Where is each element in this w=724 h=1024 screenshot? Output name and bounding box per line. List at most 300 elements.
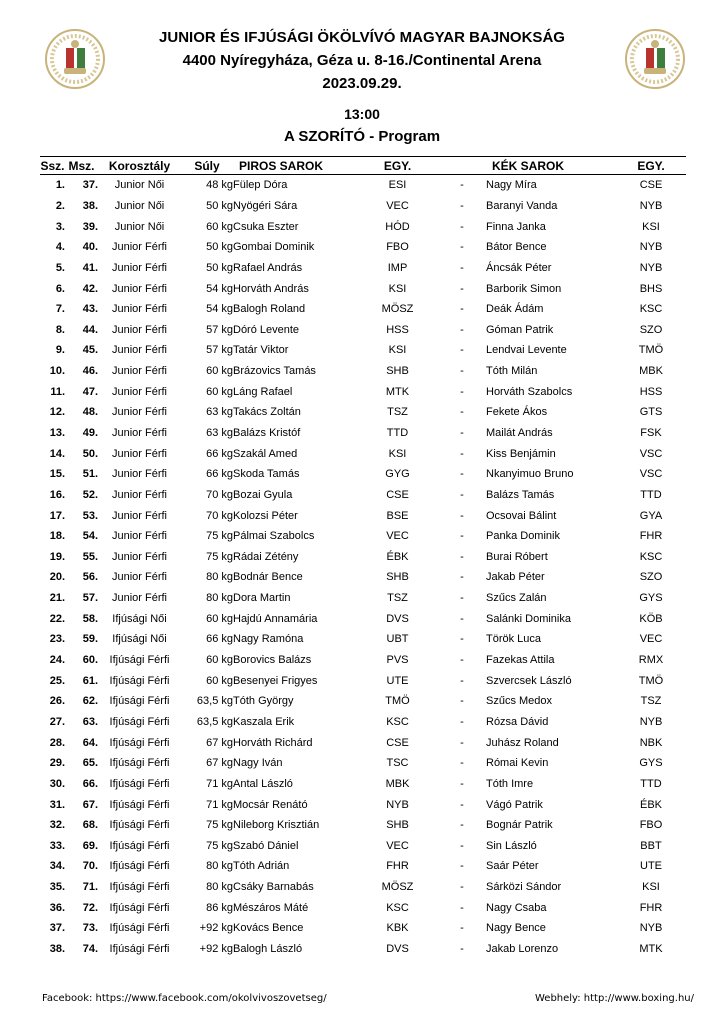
age-group: Junior Férfi [111,241,168,254]
red-corner-name: Nyögéri Sára [233,199,298,212]
blue-corner-club: NYB [639,715,663,728]
document-header [0,26,724,95]
table-row [40,650,686,671]
table-row [40,196,686,217]
row-number: 36. [49,901,65,914]
red-corner-name: Rafael András [233,261,303,274]
weight-class: 63 kg [206,427,233,439]
red-corner-name: Nagy Iván [233,757,283,770]
table-row [40,732,686,753]
bout-number: 57. [82,592,98,605]
table-row [40,464,686,485]
blue-corner-name: Baranyi Vanda [486,199,558,212]
separator: - [460,282,464,295]
row-number: 19. [49,550,65,563]
age-group: Junior Férfi [111,550,168,563]
blue-corner-club: FHR [639,901,663,914]
weight-class: 67 kg [206,736,233,749]
weight-class: 60 kg [206,612,233,625]
red-corner-name: Kaszala Erik [233,715,295,728]
table-row [40,278,686,299]
red-corner-club: DVS [386,612,409,625]
blue-corner-club: GYS [639,592,663,605]
red-corner-club: KSI [388,282,407,295]
separator: - [460,323,464,336]
red-corner-club: KBK [386,922,409,935]
table-row [40,547,686,568]
table-row [40,897,686,918]
separator: - [460,406,464,419]
weight-class: 70 kg [206,488,233,501]
red-corner-club: GYG [385,468,410,481]
separator: - [460,365,464,378]
red-corner-name: Borovics Balázs [233,654,312,667]
row-number: 13. [49,427,65,439]
blue-corner-club: CSE [639,179,663,192]
red-corner-club: SHB [386,365,409,378]
separator: - [460,736,464,749]
red-corner-club: KSC [386,901,409,914]
row-number: 9. [55,344,65,357]
table-row [40,753,686,774]
weight-class: 75 kg [206,819,233,832]
weight-class: 60 kg [206,385,233,398]
col-header-ssz: Ssz. [40,158,65,173]
col-header-red-corner: PIROS SAROK [233,157,357,175]
separator: - [460,530,464,543]
bout-number: 72. [82,901,98,914]
row-number: 25. [49,674,65,687]
red-corner-name: Bodnár Bence [233,571,303,584]
bout-number: 62. [82,695,98,708]
weight-class: 80 kg [206,881,233,894]
bout-number: 68. [82,819,98,832]
bout-number: 50. [82,447,98,460]
row-number: 17. [49,509,65,522]
blue-corner-club: BBT [640,839,662,852]
red-corner-name: Kolozsi Péter [233,509,298,522]
row-number: 14. [49,447,65,460]
row-number: 8. [55,323,65,336]
blue-corner-club: SZO [639,571,663,584]
separator: - [460,695,464,708]
separator: - [460,881,464,894]
weight-class: 70 kg [206,509,233,522]
red-corner-name: Balogh Roland [233,303,306,316]
table-row [40,774,686,795]
age-group: Junior Férfi [111,282,168,295]
bout-number: 38. [82,199,98,212]
age-group: Ifjúsági Férfi [109,860,170,873]
website-link[interactable]: Webhely: http://www.boxing.hu/ [534,993,694,1004]
blue-corner-club: VSC [639,447,663,460]
row-number: 12. [49,406,65,419]
separator: - [460,777,464,790]
blue-corner-name: Bognár Patrik [486,819,553,832]
row-number: 4. [55,241,65,254]
bout-number: 66. [82,777,98,790]
blue-corner-club: FBO [639,819,663,832]
table-row [40,815,686,836]
red-corner-club: KSI [388,447,407,460]
red-corner-name: Pálmai Szabolcs [233,530,315,543]
red-corner-club: ESI [388,179,407,192]
blue-corner-name: Deák Ádám [486,303,544,316]
age-group: Junior Férfi [111,261,168,274]
red-corner-name: Mocsár Renátó [233,798,308,811]
table-row [40,485,686,506]
red-corner-club: MÖSZ [381,881,414,894]
blue-corner-name: Fazekas Attila [486,654,555,667]
blue-corner-club: KSI [642,220,660,233]
red-corner-name: Bozai Gyula [233,488,293,501]
red-corner-name: Dóró Levente [233,323,300,336]
separator: - [460,922,464,935]
bout-number: 47. [82,385,98,398]
red-corner-name: Antal László [233,777,293,790]
weight-class: 57 kg [206,344,233,357]
age-group: Ifjúsági Férfi [109,695,170,708]
blue-corner-name: Jakab Lorenzo [486,943,559,956]
blue-corner-club: HSS [639,385,663,398]
weight-class: 48 kg [206,179,233,192]
age-group: Ifjúsági Férfi [109,736,170,749]
red-corner-name: Horváth Richárd [233,736,313,749]
age-group: Ifjúsági Férfi [109,922,170,935]
col-header-weight: Súly [181,157,233,175]
bout-number: 40. [82,241,98,254]
age-group: Junior Férfi [111,406,168,419]
blue-corner-club: TTD [640,777,662,790]
separator: - [460,943,464,956]
row-number: 32. [49,819,65,832]
row-number: 26. [49,695,65,708]
red-corner-name: Láng Rafael [233,385,293,398]
blue-corner-club: VEC [639,633,663,646]
age-group: Junior Férfi [111,303,168,316]
blue-corner-name: Juhász Roland [486,736,559,749]
blue-corner-name: Rózsa Dávid [486,715,549,728]
weight-class: 80 kg [206,860,233,873]
red-corner-name: Szakál Amed [233,447,298,460]
col-header-blue-corner: KÉK SAROK [486,157,616,175]
age-group: Junior Férfi [111,530,168,543]
row-number: 20. [49,571,65,584]
weight-class: 54 kg [206,282,233,295]
bout-number: 39. [82,220,98,233]
weight-class: 50 kg [206,261,233,274]
blue-corner-name: Barborik Simon [486,282,562,295]
blue-corner-club: VSC [639,468,663,481]
championship-title: JUNIOR ÉS IFJÚSÁGI ÖKÖLVÍVÓ MAGYAR BAJNOKSÁG [159,29,565,46]
bout-number: 61. [82,674,98,687]
col-header-blue-club: EGY. [616,157,686,175]
weight-class: 80 kg [206,571,233,584]
row-number: 33. [49,839,65,852]
separator: - [460,571,464,584]
row-number: 24. [49,654,65,667]
blue-corner-club: NYB [639,241,663,254]
blue-corner-club: MTK [639,943,663,956]
bout-number: 71. [82,881,98,894]
red-corner-club: KSC [386,715,409,728]
separator: - [460,220,464,233]
table-row [40,299,686,320]
age-group: Junior Férfi [111,323,168,336]
red-corner-club: TSC [386,757,409,770]
red-corner-name: Tóth György [233,695,294,708]
blue-corner-club: NYB [639,261,663,274]
blue-corner-club: BHS [639,282,663,295]
table-row [40,670,686,691]
bout-number: 69. [82,839,98,852]
blue-corner-name: Mailát András [486,427,553,439]
separator: - [460,488,464,501]
age-group: Junior Férfi [111,488,168,501]
red-corner-name: Hajdú Annamária [233,612,318,625]
red-corner-name: Csáky Barnabás [233,881,314,894]
separator: - [460,344,464,357]
table-row [40,939,686,960]
bout-number: 70. [82,860,98,873]
row-number: 3. [55,220,65,233]
facebook-link[interactable]: Facebook: https://www.facebook.com/okolvivoszovetseg/ [42,993,327,1004]
table-row [40,423,686,444]
bout-number: 49. [82,427,98,439]
separator: - [460,179,464,192]
row-number: 29. [49,757,65,770]
weight-class: 60 kg [206,654,233,667]
weight-class: 63,5 kg [196,695,233,708]
row-number: 23. [49,633,65,646]
red-corner-club: UTE [386,674,409,687]
age-group: Junior Férfi [111,509,168,522]
age-group: Ifjúsági Férfi [109,901,170,914]
red-corner-name: Takács Zoltán [233,406,301,419]
red-corner-club: PVS [386,654,409,667]
weight-class: 75 kg [206,530,233,543]
blue-corner-name: Vágó Patrik [486,798,543,811]
red-corner-name: Mészáros Máté [233,901,309,914]
bout-number: 43. [82,303,98,316]
red-corner-club: TMÖ [385,695,410,708]
red-corner-club: IMP [387,261,408,274]
row-number: 21. [49,592,65,605]
row-number: 22. [49,612,65,625]
age-group: Ifjúsági Férfi [109,943,170,956]
row-number: 18. [49,530,65,543]
age-group: Ifjúsági Női [112,612,167,625]
blue-corner-name: Tóth Imre [486,777,534,790]
separator: - [460,385,464,398]
separator: - [460,798,464,811]
age-group: Ifjúsági Női [112,633,167,646]
blue-corner-club: TSZ [640,695,662,708]
table-row [40,712,686,733]
red-corner-club: KSI [388,344,407,357]
blue-corner-name: Lendvai Levente [486,344,567,357]
red-corner-club: CSE [386,736,409,749]
red-corner-club: VEC [386,199,409,212]
red-corner-name: Tatár Viktor [233,344,289,357]
blue-corner-name: Panka Dominik [486,530,560,543]
separator: - [460,757,464,770]
bout-number: 56. [82,571,98,584]
blue-corner-club: GYS [639,757,663,770]
row-number: 30. [49,777,65,790]
row-number: 37. [49,922,65,935]
age-group: Ifjúsági Férfi [109,674,170,687]
blue-corner-name: Szűcs Medox [486,695,553,708]
red-corner-name: Rádai Zétény [233,550,299,563]
blue-corner-name: Ocsovai Bálint [486,509,557,522]
bout-number: 64. [82,736,98,749]
bout-number: 67. [82,798,98,811]
blue-corner-club: ÉBK [639,798,662,811]
bout-number: 63. [82,715,98,728]
row-number: 11. [50,385,65,398]
weight-class: 57 kg [206,323,233,336]
blue-corner-name: Jakab Péter [486,571,545,584]
row-number: 38. [49,943,65,956]
blue-corner-club: MBK [639,365,663,378]
blue-corner-name: Burai Róbert [486,550,548,563]
blue-corner-name: Finna Janka [486,220,546,233]
red-corner-name: Kovács Bence [233,922,304,935]
red-corner-club: HSS [386,323,409,336]
blue-corner-club: TMÖ [638,344,664,357]
bout-number: 65. [82,757,98,770]
blue-corner-name: Góman Patrik [486,323,554,336]
row-number: 34. [49,860,65,873]
weight-class: 80 kg [206,592,233,605]
blue-corner-club: SZO [639,323,663,336]
blue-corner-name: Tóth Milán [486,365,538,378]
blue-corner-name: Sárközi Sándor [486,881,562,894]
row-number: 15. [49,468,65,481]
weight-class: 67 kg [206,757,233,770]
blue-corner-club: UTE [640,860,662,873]
red-corner-club: VEC [386,839,409,852]
row-number: 6. [55,282,65,295]
weight-class: 66 kg [206,633,233,646]
venue-address: 4400 Nyíregyháza, Géza u. 8-16./Continental Arena [182,52,542,69]
table-row [40,877,686,898]
red-corner-club: TSZ [387,592,408,605]
bout-number: 58. [82,612,98,625]
red-corner-name: Gombai Dominik [233,241,315,254]
age-group: Junior Férfi [111,365,168,378]
red-corner-club: SHB [386,571,409,584]
age-group: Ifjúsági Férfi [109,715,170,728]
table-row [40,319,686,340]
age-group: Junior Női [114,199,165,212]
blue-corner-name: Római Kevin [486,757,549,770]
row-number: 5. [55,261,65,274]
bout-number: 46. [82,365,98,378]
age-group: Junior Férfi [111,571,168,584]
red-corner-name: Csuka Eszter [233,220,299,233]
blue-corner-name: Szvercsek László [486,674,572,687]
weight-class: +92 kg [199,943,233,956]
table-row [40,402,686,423]
blue-corner-club: FSK [640,427,662,439]
weight-class: 71 kg [206,777,233,790]
red-corner-name: Balogh László [233,943,303,956]
red-corner-club: CSE [386,488,409,501]
weight-class: 50 kg [206,199,233,212]
separator: - [460,612,464,625]
separator: - [460,860,464,873]
blue-corner-club: GYA [639,509,663,522]
blue-corner-name: Balázs Tamás [486,488,555,501]
age-group: Junior Férfi [111,344,168,357]
blue-corner-club: GTS [639,406,663,419]
row-number: 1. [55,179,65,192]
table-row [40,691,686,712]
row-number: 16. [49,488,65,501]
red-corner-name: Nagy Ramóna [233,633,304,646]
blue-corner-name: Áncsák Péter [486,261,552,274]
row-number: 35. [49,881,65,894]
row-number: 28. [49,736,65,749]
bout-number: 42. [82,282,98,295]
blue-corner-name: Török Luca [486,633,542,646]
table-row [40,567,686,588]
red-corner-name: Horváth András [233,282,309,295]
blue-corner-name: Salánki Dominika [486,612,571,625]
weight-class: 71 kg [206,798,233,811]
table-row [40,588,686,609]
separator: - [460,550,464,563]
bout-number: 37. [82,179,98,192]
blue-corner-name: Nkanyimuo Bruno [486,468,574,481]
red-corner-club: VEC [386,530,409,543]
blue-corner-club: NYB [639,922,663,935]
weight-class: 75 kg [206,550,233,563]
table-row [40,505,686,526]
separator: - [460,468,464,481]
blue-corner-club: KSI [642,881,660,894]
red-corner-club: SHB [386,819,409,832]
bout-number: 60. [82,654,98,667]
red-corner-club: FHR [386,860,409,873]
blue-corner-name: Bátor Bence [486,241,547,254]
red-corner-name: Brázovics Tamás [233,365,316,378]
table-header-row [40,157,686,175]
weight-class: 86 kg [206,901,233,914]
table-row [40,216,686,237]
table-row [40,443,686,464]
separator: - [460,592,464,605]
weight-class: +92 kg [199,922,233,935]
red-corner-club: MTK [385,385,410,398]
blue-corner-club: TMÖ [638,674,664,687]
red-corner-club: MÖSZ [381,303,414,316]
age-group: Junior Férfi [111,592,168,605]
blue-corner-name: Sin László [486,839,537,852]
separator: - [460,303,464,316]
table-row [40,258,686,279]
blue-corner-name: Horváth Szabolcs [486,385,573,398]
red-corner-name: Tóth Adrián [233,860,290,873]
red-corner-name: Dora Martin [233,592,291,605]
age-group: Ifjúsági Férfi [109,819,170,832]
program-title: A SZORÍTÓ - Program [283,128,441,145]
blue-corner-club: KSC [639,550,663,563]
weight-class: 75 kg [206,839,233,852]
weight-class: 66 kg [206,447,233,460]
